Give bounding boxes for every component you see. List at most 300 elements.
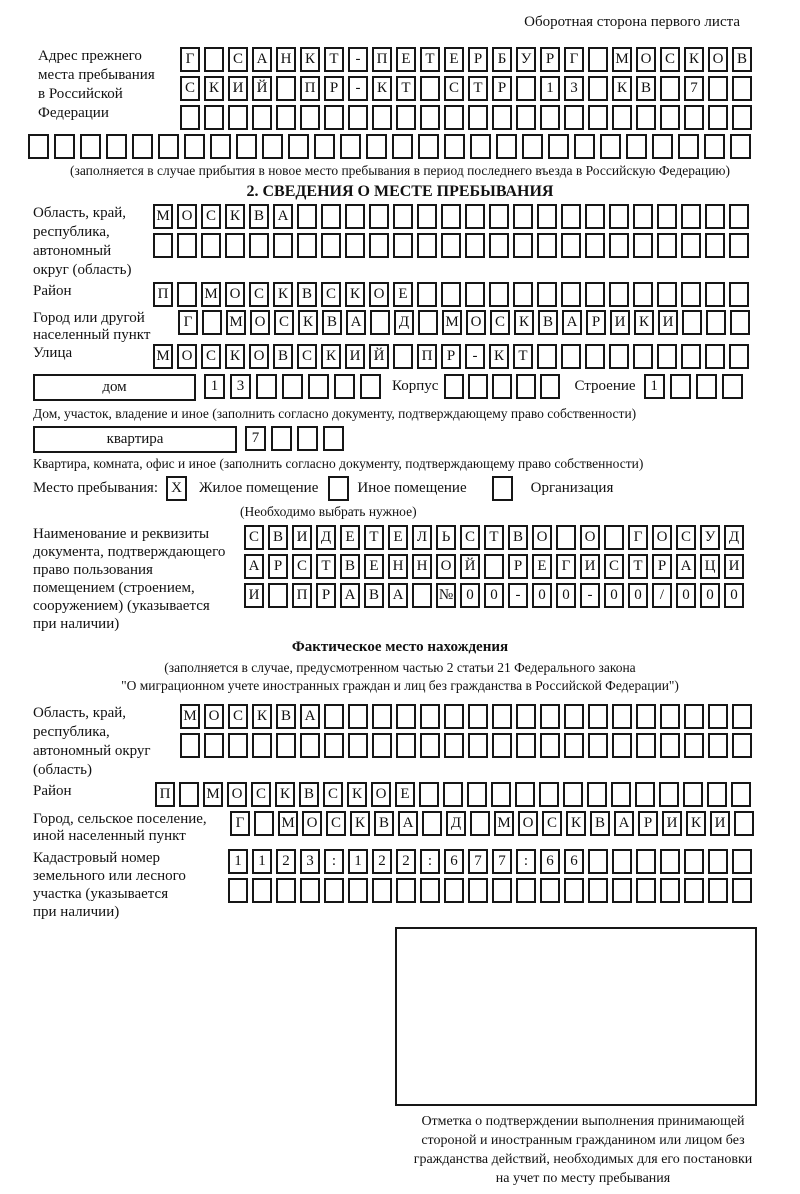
char-box[interactable]	[732, 76, 752, 101]
char-box[interactable]: С	[321, 282, 341, 307]
char-box[interactable]: И	[710, 811, 730, 836]
char-box[interactable]	[468, 733, 488, 758]
char-box[interactable]: Е	[444, 47, 464, 72]
char-box[interactable]	[202, 310, 222, 335]
char-box[interactable]	[540, 733, 560, 758]
char-box[interactable]	[228, 105, 248, 130]
char-box[interactable]: С	[326, 811, 346, 836]
char-box[interactable]: В	[299, 782, 319, 807]
char-box[interactable]	[633, 204, 653, 229]
house-type-box[interactable]: дом	[33, 374, 196, 401]
char-box[interactable]	[539, 782, 559, 807]
char-box[interactable]: В	[590, 811, 610, 836]
char-box[interactable]: №	[436, 583, 456, 608]
char-box[interactable]	[441, 282, 461, 307]
char-box[interactable]: Й	[252, 76, 272, 101]
char-box[interactable]: А	[300, 704, 320, 729]
char-box[interactable]	[444, 374, 464, 399]
char-box[interactable]	[561, 233, 581, 258]
char-box[interactable]	[722, 374, 743, 399]
char-box[interactable]: :	[420, 849, 440, 874]
char-box[interactable]	[732, 733, 752, 758]
char-box[interactable]: Т	[513, 344, 533, 369]
char-box[interactable]	[276, 76, 296, 101]
char-box[interactable]	[366, 134, 387, 159]
char-box[interactable]: К	[684, 47, 704, 72]
char-box[interactable]	[273, 233, 293, 258]
char-box[interactable]: О	[177, 204, 197, 229]
char-box[interactable]: К	[372, 76, 392, 101]
char-box[interactable]	[345, 233, 365, 258]
char-box[interactable]: Ь	[436, 525, 456, 550]
char-box[interactable]	[444, 704, 464, 729]
char-box[interactable]	[441, 233, 461, 258]
char-box[interactable]: К	[298, 310, 318, 335]
char-box[interactable]	[564, 878, 584, 903]
char-box[interactable]: 0	[700, 583, 720, 608]
char-box[interactable]	[705, 204, 725, 229]
char-box[interactable]: Е	[340, 525, 360, 550]
char-box[interactable]: К	[252, 704, 272, 729]
char-box[interactable]: О	[227, 782, 247, 807]
char-box[interactable]: К	[204, 76, 224, 101]
char-box[interactable]	[489, 204, 509, 229]
char-box[interactable]: О	[636, 47, 656, 72]
char-box[interactable]: К	[634, 310, 654, 335]
char-box[interactable]: К	[489, 344, 509, 369]
char-box[interactable]	[670, 374, 691, 399]
char-box[interactable]: М	[153, 204, 173, 229]
char-box[interactable]: 7	[245, 426, 266, 451]
char-box[interactable]: 0	[460, 583, 480, 608]
char-box[interactable]: -	[508, 583, 528, 608]
char-box[interactable]	[204, 105, 224, 130]
char-box[interactable]: О	[652, 525, 672, 550]
char-box[interactable]: В	[636, 76, 656, 101]
char-box[interactable]	[179, 782, 199, 807]
char-box[interactable]	[276, 105, 296, 130]
char-box[interactable]	[369, 233, 389, 258]
char-box[interactable]: Р	[652, 554, 672, 579]
char-box[interactable]: В	[297, 282, 317, 307]
char-box[interactable]: Й	[369, 344, 389, 369]
char-box[interactable]	[611, 782, 631, 807]
char-box[interactable]	[418, 134, 439, 159]
char-box[interactable]	[489, 233, 509, 258]
char-box[interactable]: О	[371, 782, 391, 807]
char-box[interactable]	[444, 878, 464, 903]
char-box[interactable]	[372, 105, 392, 130]
char-box[interactable]: 3	[564, 76, 584, 101]
char-box[interactable]: В	[732, 47, 752, 72]
char-box[interactable]: Т	[316, 554, 336, 579]
char-box[interactable]: 0	[724, 583, 744, 608]
char-box[interactable]	[276, 733, 296, 758]
char-box[interactable]: 1	[252, 849, 272, 874]
char-box[interactable]	[443, 782, 463, 807]
char-box[interactable]	[516, 76, 536, 101]
char-box[interactable]: С	[201, 344, 221, 369]
char-box[interactable]	[324, 105, 344, 130]
char-box[interactable]	[396, 733, 416, 758]
char-box[interactable]	[177, 233, 197, 258]
char-box[interactable]	[444, 733, 464, 758]
char-box[interactable]: С	[660, 47, 680, 72]
char-box[interactable]: М	[442, 310, 462, 335]
char-box[interactable]: С	[676, 525, 696, 550]
char-box[interactable]: 2	[372, 849, 392, 874]
char-box[interactable]: А	[614, 811, 634, 836]
char-box[interactable]	[732, 878, 752, 903]
char-box[interactable]	[522, 134, 543, 159]
char-box[interactable]	[297, 426, 318, 451]
char-box[interactable]	[636, 878, 656, 903]
char-box[interactable]: А	[388, 583, 408, 608]
char-box[interactable]: Б	[492, 47, 512, 72]
char-box[interactable]	[465, 282, 485, 307]
char-box[interactable]: К	[345, 282, 365, 307]
char-box[interactable]	[516, 374, 536, 399]
char-box[interactable]	[80, 134, 101, 159]
char-box[interactable]	[268, 583, 288, 608]
char-box[interactable]	[418, 310, 438, 335]
char-box[interactable]	[348, 733, 368, 758]
char-box[interactable]: 3	[300, 849, 320, 874]
char-box[interactable]: В	[322, 310, 342, 335]
char-box[interactable]: П	[292, 583, 312, 608]
char-box[interactable]	[496, 134, 517, 159]
char-box[interactable]: У	[700, 525, 720, 550]
char-box[interactable]: С	[542, 811, 562, 836]
char-box[interactable]	[561, 282, 581, 307]
char-box[interactable]	[348, 105, 368, 130]
char-box[interactable]	[600, 134, 621, 159]
char-box[interactable]	[323, 426, 344, 451]
char-box[interactable]: -	[580, 583, 600, 608]
char-box[interactable]: 0	[556, 583, 576, 608]
char-box[interactable]	[300, 733, 320, 758]
char-box[interactable]	[636, 105, 656, 130]
char-box[interactable]	[489, 282, 509, 307]
char-box[interactable]	[540, 704, 560, 729]
char-box[interactable]: С	[244, 525, 264, 550]
char-box[interactable]	[612, 704, 632, 729]
char-box[interactable]	[422, 811, 442, 836]
char-box[interactable]	[612, 105, 632, 130]
char-box[interactable]	[588, 878, 608, 903]
char-box[interactable]	[684, 733, 704, 758]
char-box[interactable]	[396, 704, 416, 729]
char-box[interactable]	[132, 134, 153, 159]
char-box[interactable]	[417, 282, 437, 307]
char-box[interactable]	[276, 878, 296, 903]
char-box[interactable]: -	[348, 47, 368, 72]
char-box[interactable]: О	[249, 344, 269, 369]
char-box[interactable]: 7	[468, 849, 488, 874]
char-box[interactable]	[252, 878, 272, 903]
char-box[interactable]	[537, 204, 557, 229]
char-box[interactable]	[708, 733, 728, 758]
char-box[interactable]	[516, 878, 536, 903]
char-box[interactable]: Д	[316, 525, 336, 550]
char-box[interactable]	[561, 204, 581, 229]
char-box[interactable]: Т	[364, 525, 384, 550]
char-box[interactable]: Р	[586, 310, 606, 335]
char-box[interactable]	[324, 733, 344, 758]
char-box[interactable]: В	[268, 525, 288, 550]
char-box[interactable]: А	[252, 47, 272, 72]
char-box[interactable]: Т	[396, 76, 416, 101]
char-box[interactable]	[708, 76, 728, 101]
char-box[interactable]: А	[562, 310, 582, 335]
char-box[interactable]	[587, 782, 607, 807]
char-box[interactable]: -	[348, 76, 368, 101]
char-box[interactable]	[513, 233, 533, 258]
char-box[interactable]	[683, 782, 703, 807]
char-box[interactable]: 2	[396, 849, 416, 874]
char-box[interactable]	[730, 134, 751, 159]
char-box[interactable]: А	[346, 310, 366, 335]
char-box[interactable]	[417, 204, 437, 229]
char-box[interactable]	[696, 374, 717, 399]
char-box[interactable]: 0	[628, 583, 648, 608]
char-box[interactable]	[612, 849, 632, 874]
char-box[interactable]: Т	[468, 76, 488, 101]
char-box[interactable]	[707, 782, 727, 807]
char-box[interactable]: И	[292, 525, 312, 550]
char-box[interactable]: М	[278, 811, 298, 836]
char-box[interactable]	[412, 583, 432, 608]
char-box[interactable]: О	[225, 282, 245, 307]
char-box[interactable]	[612, 878, 632, 903]
char-box[interactable]: К	[686, 811, 706, 836]
char-box[interactable]	[372, 733, 392, 758]
char-box[interactable]: С	[292, 554, 312, 579]
char-box[interactable]	[635, 782, 655, 807]
char-box[interactable]	[636, 849, 656, 874]
char-box[interactable]	[708, 105, 728, 130]
char-box[interactable]: И	[658, 310, 678, 335]
char-box[interactable]: К	[273, 282, 293, 307]
char-box[interactable]: В	[249, 204, 269, 229]
char-box[interactable]	[660, 105, 680, 130]
char-box[interactable]: П	[153, 282, 173, 307]
char-box[interactable]	[470, 134, 491, 159]
char-box[interactable]	[678, 134, 699, 159]
char-box[interactable]: Е	[395, 782, 415, 807]
char-box[interactable]	[468, 704, 488, 729]
char-box[interactable]	[282, 374, 303, 399]
char-box[interactable]	[210, 134, 231, 159]
char-box[interactable]	[153, 233, 173, 258]
char-box[interactable]	[652, 134, 673, 159]
char-box[interactable]	[585, 233, 605, 258]
char-box[interactable]	[492, 105, 512, 130]
char-box[interactable]	[468, 374, 488, 399]
char-box[interactable]	[633, 344, 653, 369]
char-box[interactable]: У	[516, 47, 536, 72]
char-box[interactable]	[660, 733, 680, 758]
char-box[interactable]	[705, 233, 725, 258]
char-box[interactable]	[228, 733, 248, 758]
char-box[interactable]	[393, 233, 413, 258]
char-box[interactable]	[468, 878, 488, 903]
char-box[interactable]: Д	[446, 811, 466, 836]
char-box[interactable]: /	[652, 583, 672, 608]
char-box[interactable]: П	[417, 344, 437, 369]
char-box[interactable]: :	[324, 849, 344, 874]
char-box[interactable]	[348, 704, 368, 729]
char-box[interactable]	[484, 554, 504, 579]
char-box[interactable]	[158, 134, 179, 159]
char-box[interactable]	[681, 233, 701, 258]
char-box[interactable]: И	[580, 554, 600, 579]
char-box[interactable]	[684, 105, 704, 130]
char-box[interactable]: В	[340, 554, 360, 579]
char-box[interactable]: Г	[564, 47, 584, 72]
char-box[interactable]: Д	[724, 525, 744, 550]
char-box[interactable]: В	[508, 525, 528, 550]
char-box[interactable]	[636, 704, 656, 729]
char-box[interactable]	[585, 204, 605, 229]
char-box[interactable]: 1	[644, 374, 665, 399]
char-box[interactable]: Р	[324, 76, 344, 101]
char-box[interactable]	[340, 134, 361, 159]
char-box[interactable]	[491, 782, 511, 807]
char-box[interactable]: О	[466, 310, 486, 335]
char-box[interactable]: М	[180, 704, 200, 729]
char-box[interactable]	[730, 310, 750, 335]
char-box[interactable]: М	[226, 310, 246, 335]
char-box[interactable]	[420, 733, 440, 758]
char-box[interactable]: 1	[348, 849, 368, 874]
char-box[interactable]	[288, 134, 309, 159]
char-box[interactable]: Е	[364, 554, 384, 579]
char-box[interactable]	[588, 47, 608, 72]
char-box[interactable]: Е	[393, 282, 413, 307]
char-box[interactable]: Й	[460, 554, 480, 579]
char-box[interactable]	[420, 105, 440, 130]
checkbox-residential[interactable]: X	[166, 476, 187, 501]
char-box[interactable]: Н	[388, 554, 408, 579]
char-box[interactable]: Е	[396, 47, 416, 72]
char-box[interactable]	[588, 105, 608, 130]
char-box[interactable]	[684, 878, 704, 903]
char-box[interactable]: И	[244, 583, 264, 608]
char-box[interactable]	[516, 704, 536, 729]
char-box[interactable]: М	[612, 47, 632, 72]
char-box[interactable]	[256, 374, 277, 399]
char-box[interactable]	[657, 233, 677, 258]
char-box[interactable]	[262, 134, 283, 159]
char-box[interactable]	[184, 134, 205, 159]
char-box[interactable]	[300, 105, 320, 130]
char-box[interactable]: М	[153, 344, 173, 369]
char-box[interactable]	[252, 105, 272, 130]
char-box[interactable]: :	[516, 849, 536, 874]
char-box[interactable]	[225, 233, 245, 258]
char-box[interactable]: Г	[180, 47, 200, 72]
char-box[interactable]	[564, 733, 584, 758]
char-box[interactable]: С	[274, 310, 294, 335]
char-box[interactable]: Г	[178, 310, 198, 335]
char-box[interactable]	[372, 704, 392, 729]
char-box[interactable]	[516, 105, 536, 130]
char-box[interactable]	[420, 878, 440, 903]
char-box[interactable]	[657, 204, 677, 229]
char-box[interactable]: 1	[540, 76, 560, 101]
char-box[interactable]: М	[494, 811, 514, 836]
char-box[interactable]: Л	[412, 525, 432, 550]
char-box[interactable]: С	[228, 704, 248, 729]
char-box[interactable]	[236, 134, 257, 159]
char-box[interactable]	[660, 878, 680, 903]
char-box[interactable]	[585, 344, 605, 369]
char-box[interactable]	[731, 782, 751, 807]
char-box[interactable]	[271, 426, 292, 451]
char-box[interactable]	[564, 704, 584, 729]
char-box[interactable]	[201, 233, 221, 258]
char-box[interactable]	[420, 704, 440, 729]
char-box[interactable]: С	[297, 344, 317, 369]
char-box[interactable]	[537, 344, 557, 369]
char-box[interactable]: Р	[441, 344, 461, 369]
char-box[interactable]: Г	[556, 554, 576, 579]
char-box[interactable]	[682, 310, 702, 335]
char-box[interactable]: 3	[230, 374, 251, 399]
char-box[interactable]: Е	[388, 525, 408, 550]
char-box[interactable]	[204, 47, 224, 72]
char-box[interactable]	[633, 233, 653, 258]
char-box[interactable]	[180, 733, 200, 758]
char-box[interactable]: И	[724, 554, 744, 579]
char-box[interactable]: Н	[276, 47, 296, 72]
char-box[interactable]	[396, 878, 416, 903]
char-box[interactable]	[180, 105, 200, 130]
char-box[interactable]: 7	[684, 76, 704, 101]
char-box[interactable]: А	[340, 583, 360, 608]
char-box[interactable]: М	[201, 282, 221, 307]
char-box[interactable]	[177, 282, 197, 307]
char-box[interactable]	[396, 105, 416, 130]
char-box[interactable]	[588, 849, 608, 874]
char-box[interactable]	[588, 76, 608, 101]
char-box[interactable]: О	[369, 282, 389, 307]
char-box[interactable]	[732, 704, 752, 729]
char-box[interactable]	[681, 204, 701, 229]
checkbox-other-premises[interactable]	[328, 476, 349, 501]
char-box[interactable]	[684, 849, 704, 874]
char-box[interactable]	[734, 811, 754, 836]
char-box[interactable]	[660, 76, 680, 101]
char-box[interactable]	[228, 878, 248, 903]
char-box[interactable]: -	[465, 344, 485, 369]
char-box[interactable]	[609, 233, 629, 258]
char-box[interactable]	[604, 525, 624, 550]
char-box[interactable]: Ц	[700, 554, 720, 579]
char-box[interactable]: С	[228, 47, 248, 72]
char-box[interactable]	[708, 704, 728, 729]
char-box[interactable]	[516, 733, 536, 758]
char-box[interactable]	[708, 878, 728, 903]
char-box[interactable]	[729, 204, 749, 229]
char-box[interactable]	[54, 134, 75, 159]
char-box[interactable]: О	[580, 525, 600, 550]
char-box[interactable]	[467, 782, 487, 807]
char-box[interactable]: Р	[268, 554, 288, 579]
char-box[interactable]	[537, 282, 557, 307]
char-box[interactable]	[300, 878, 320, 903]
